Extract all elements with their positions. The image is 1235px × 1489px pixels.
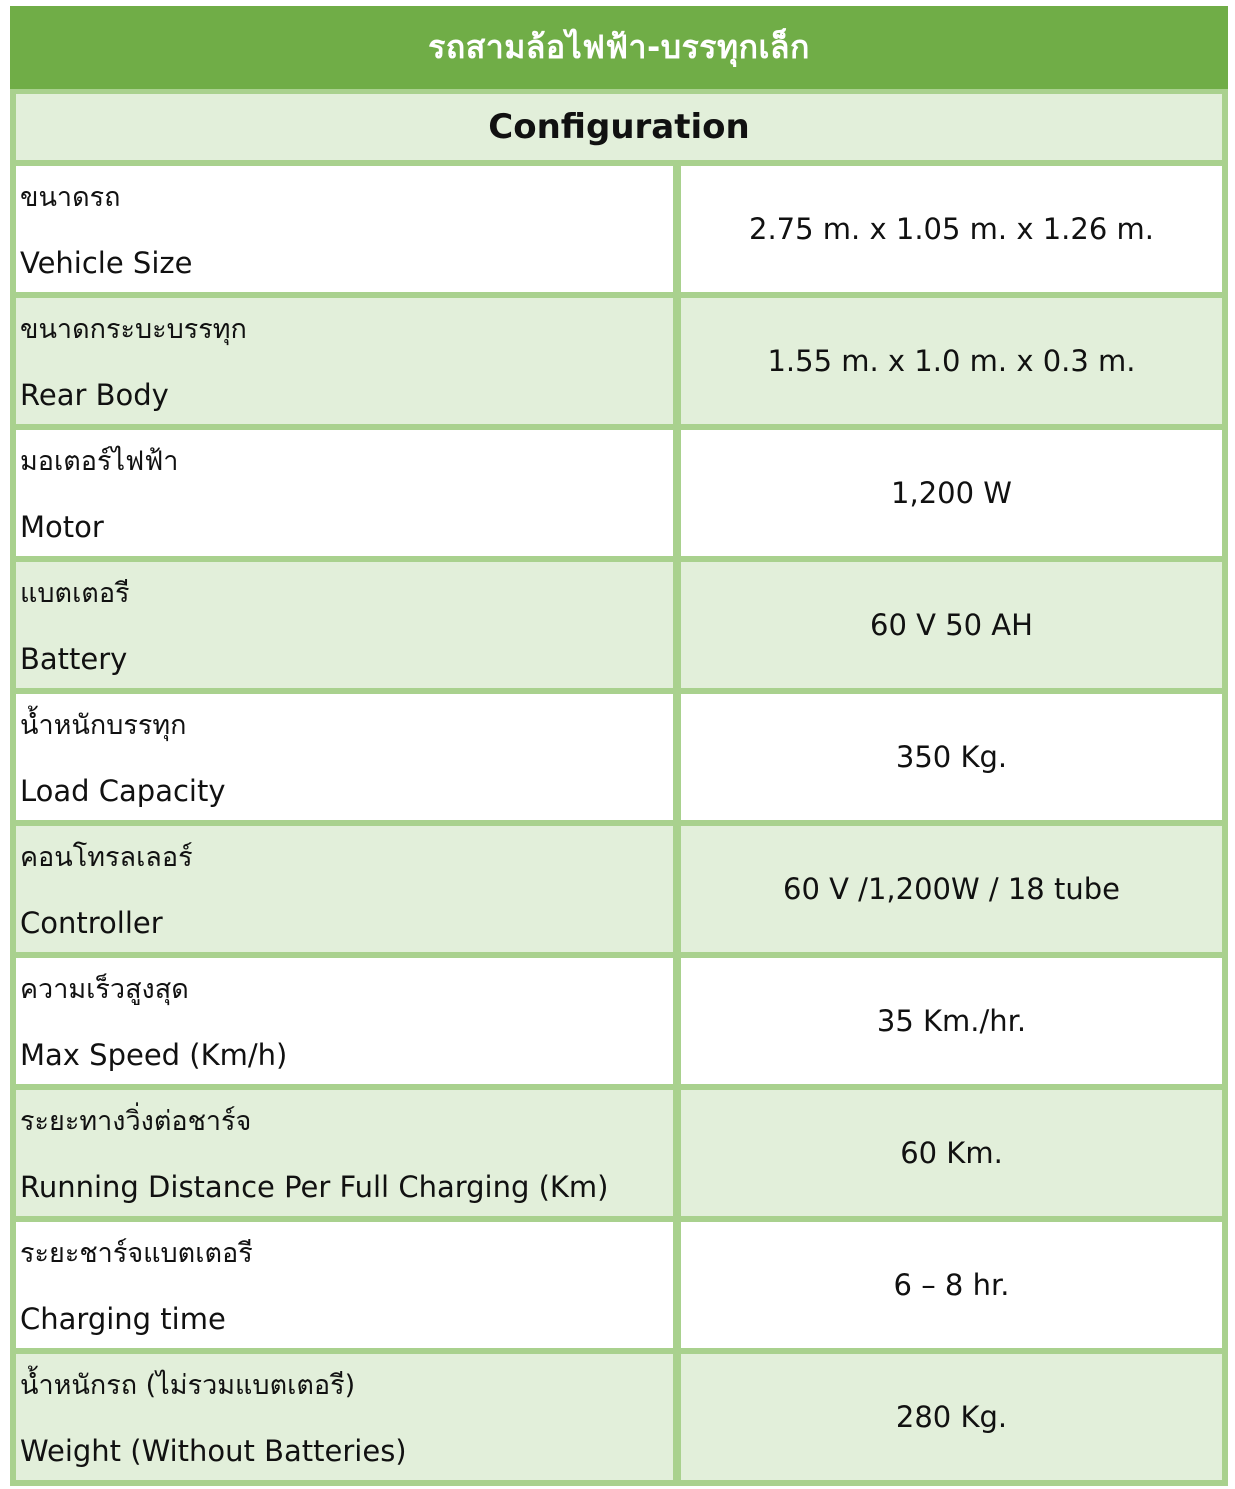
spec-value: 280 Kg.: [895, 1400, 1008, 1434]
spec-label-thai: ความเร็วสูงสุด: [20, 974, 189, 1005]
spec-value-cell: [681, 1354, 1222, 1480]
spec-value: 60 Km.: [900, 1136, 1003, 1170]
spec-row-rear-body: [16, 298, 1222, 424]
spec-label-english: Max Speed (Km/h): [20, 1038, 288, 1072]
spec-label-cell: [16, 826, 673, 952]
spec-value: 60 V 50 AH: [870, 608, 1033, 642]
spec-label-english: Weight (Without Batteries): [20, 1434, 407, 1468]
spec-value: 1,200 W: [891, 476, 1012, 510]
spec-label-thai: ระยะทางวิ่งต่อชาร์จ: [20, 1106, 252, 1137]
spec-value: 6 – 8 hr.: [893, 1268, 1010, 1302]
spec-value-cell: [681, 1222, 1222, 1348]
spec-row-running-distance: [16, 1090, 1222, 1216]
spec-label-thai: ระยะชาร์จแบตเตอรี: [20, 1238, 253, 1269]
spec-rows: [16, 166, 1222, 1486]
section-heading-bar: [16, 94, 1222, 160]
spec-label-thai: น้ำหนักรถ (ไม่รวมแบตเตอรี): [20, 1370, 356, 1401]
spec-value: 350 Kg.: [895, 740, 1008, 774]
spec-label-english: Load Capacity: [20, 774, 226, 808]
spec-row-max-speed: [16, 958, 1222, 1084]
spec-label-english: Charging time: [20, 1302, 226, 1336]
spec-label-thai: น้ำหนักบรรทุก: [20, 710, 187, 741]
spec-label-thai: คอนโทรลเลอร์: [20, 842, 193, 873]
spec-value-cell: [681, 298, 1222, 424]
spec-label-cell: [16, 958, 673, 1084]
spec-label-english: Running Distance Per Full Charging (Km): [20, 1170, 609, 1204]
spec-row-motor: [16, 430, 1222, 556]
spec-label-thai: ขนาดรถ: [20, 182, 121, 213]
spec-value: 1.55 m. x 1.0 m. x 0.3 m.: [767, 344, 1136, 378]
spec-label-cell: [16, 298, 673, 424]
section-heading: Configuration: [488, 107, 750, 147]
spec-label-cell: [16, 1222, 673, 1348]
spec-label-english: Vehicle Size: [20, 246, 193, 280]
spec-label-english: Motor: [20, 510, 104, 544]
spec-row-charging-time: [16, 1222, 1222, 1348]
spec-row-controller: [16, 826, 1222, 952]
spec-row-vehicle-size: [16, 166, 1222, 292]
spec-label-cell: [16, 430, 673, 556]
spec-label-english: Rear Body: [20, 378, 169, 412]
spec-row-load-capacity: [16, 694, 1222, 820]
spec-label-thai: แบตเตอรี: [20, 578, 130, 609]
spec-value: 35 Km./hr.: [876, 1004, 1027, 1038]
spec-label-cell: [16, 1090, 673, 1216]
spec-value-cell: [681, 562, 1222, 688]
spec-label-english: Battery: [20, 642, 128, 676]
spec-row-battery: [16, 562, 1222, 688]
spec-value-cell: [681, 694, 1222, 820]
title-bar: [10, 6, 1228, 89]
spec-value-cell: [681, 166, 1222, 292]
spec-label-thai: มอเตอร์ไฟฟ้า: [20, 446, 179, 477]
spec-value-cell: [681, 826, 1222, 952]
spec-value-cell: [681, 430, 1222, 556]
spec-value: 2.75 m. x 1.05 m. x 1.26 m.: [749, 212, 1154, 246]
spec-value: 60 V /1,200W / 18 tube: [783, 872, 1120, 906]
spec-label-english: Controller: [20, 906, 163, 940]
table-title: รถสามล้อไฟฟ้า-บรรทุกเล็ก: [428, 28, 810, 66]
spec-label-thai: ขนาดกระบะบรรทุก: [20, 314, 247, 345]
spec-label-cell: [16, 562, 673, 688]
spec-row-weight: [16, 1354, 1222, 1480]
spec-label-cell: [16, 1354, 673, 1480]
spec-table: [10, 6, 1228, 1486]
spec-value-cell: [681, 1090, 1222, 1216]
spec-label-cell: [16, 166, 673, 292]
spec-value-cell: [681, 958, 1222, 1084]
spec-label-cell: [16, 694, 673, 820]
